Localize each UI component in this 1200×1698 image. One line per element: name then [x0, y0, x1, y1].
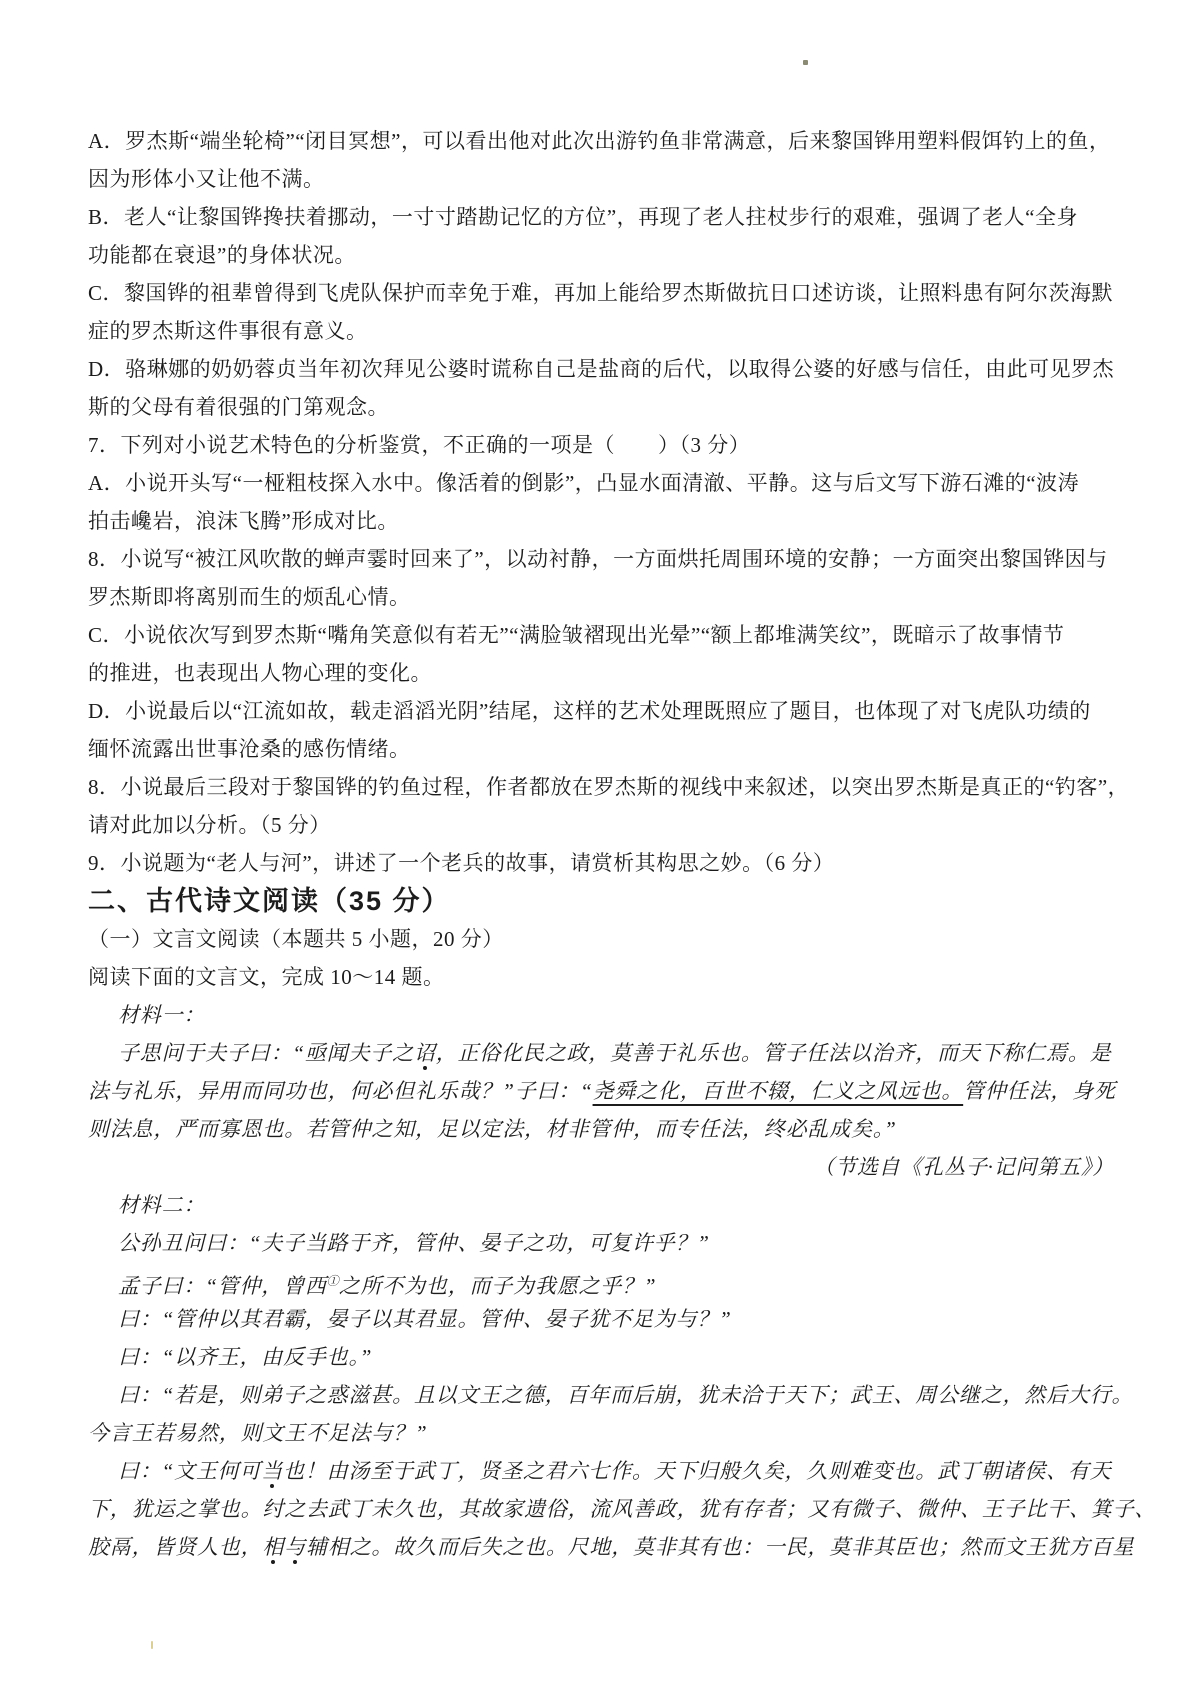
text-run: 阅读下面的文言文，完成 10～14 题。: [88, 965, 445, 989]
scan-speck-bottom: [151, 1641, 153, 1649]
text-run: 斯的父母有着很强的门第观念。: [88, 395, 389, 419]
text-run: 则法息，严而寡恩也。若管仲之知，足以定法，材非管仲，而专任法，终必乱成矣。”: [88, 1117, 897, 1141]
material-two-paragraph-1: [88, 1224, 1114, 1262]
material-two-paragraph-3: [88, 1300, 1114, 1338]
text-run: 曰：“若是，则弟子之惑滋甚。且以文王之德，百年而后崩，犹未洽于天下；武王、周公继之，然后大行。: [118, 1383, 1134, 1407]
text-run: 请对此加以分析。（5 分）: [88, 813, 331, 837]
emphasis-dotted-char: 与: [284, 1535, 307, 1559]
text-line: [88, 730, 1114, 768]
emphasis-dotted-char: 诏: [413, 1041, 436, 1065]
text-run: 管仲任法，身死: [963, 1079, 1116, 1103]
material-two-paragraph-6: [88, 1452, 1157, 1566]
text-line: [88, 958, 1114, 996]
question-6-option-b: [88, 198, 1114, 274]
emphasis-dotted-char: 相: [262, 1535, 285, 1559]
text-run: 8．小说写“被江风吹散的蝉声霎时回来了”，以动衬静，一方面烘托周围环境的安静；一方面突出黎国铧因与: [88, 547, 1108, 571]
text-run: 材料二：: [118, 1193, 206, 1217]
underlined-text: 尧舜之化，百世不辍，仁义之风远也。: [592, 1079, 964, 1103]
text-line: [88, 1528, 1135, 1566]
text-line: [88, 844, 1114, 882]
text-run: 的推进，也表现出人物心理的变化。: [88, 661, 432, 685]
document-body: [88, 122, 1157, 1566]
question-7-stem: [88, 426, 1114, 464]
text-run: D．骆琳娜的奶奶蓉贞当年初次拜见公婆时谎称自己是盐商的后代，以取得公婆的好感与信任，由此可见罗杰: [88, 357, 1115, 381]
text-line: [88, 426, 1114, 464]
material-one-source: [88, 1148, 1114, 1186]
text-run: 因为形体小又让他不满。: [88, 167, 325, 191]
emphasis-dotted-char: 当: [261, 1459, 284, 1483]
text-line: [88, 464, 1114, 502]
text-run: A．罗杰斯“端坐轮椅”“闭目冥想”，可以看出他对此次出游钓鱼非常满意，后来黎国铧用塑料假饵钓上的鱼，: [88, 129, 1111, 153]
material-one-label: [88, 996, 1114, 1034]
text-line: [88, 692, 1114, 730]
text-run: 曰：“以齐王，由反手也。”: [118, 1345, 373, 1369]
text-run: 7．下列对小说艺术特色的分析鉴赏，不正确的一项是（ ）（3 分）: [88, 433, 751, 457]
text-line: [88, 1262, 1114, 1300]
text-run: D．小说最后以“江流如故，载走滔滔光阴”结尾，这样的艺术处理既照应了题目，也体现了对飞虎队功绩的: [88, 699, 1091, 723]
text-line: [88, 616, 1114, 654]
text-run: C．小说依次写到罗杰斯“嘴角笑意似有若无”“满脸皱褶现出光晕”“额上都堆满笑纹”，既暗示了故事情节: [88, 623, 1065, 647]
text-line: [88, 1376, 1134, 1414]
text-line: [88, 1490, 1157, 1528]
material-two-paragraph-4: [88, 1338, 1114, 1376]
text-run: 9．小说题为“老人与河”，讲述了一个老兵的故事，请赏析其构思之妙。（6 分）: [88, 851, 835, 875]
text-line: [88, 540, 1114, 578]
text-line: [88, 920, 1114, 958]
text-line: [88, 1224, 1114, 1262]
text-line: [88, 882, 1114, 920]
text-line: [88, 122, 1114, 160]
text-run: 公孙丑问曰：“夫子当路于齐，管仲、晏子之功，可复许乎？”: [118, 1231, 710, 1255]
text-run: （节选自《孔丛子·记问第五》）: [813, 1155, 1114, 1179]
text-line: [88, 312, 1114, 350]
text-run: 症的罗杰斯这件事很有意义。: [88, 319, 368, 343]
text-run: 今言王若易然，则文王不足法与？”: [88, 1421, 428, 1445]
text-line: [88, 578, 1114, 616]
text-run: B．老人“让黎国铧搀扶着挪动，一寸寸踏勘记忆的方位”，再现了老人拄杖步行的艰难，强调了老人“全身: [88, 205, 1078, 229]
question-7-option-c: [88, 616, 1114, 692]
question-8-stem: [88, 768, 1130, 844]
text-run: 孟子曰：“管仲，曾西: [118, 1274, 327, 1298]
question-6-option-d: [88, 350, 1114, 426]
text-run: 之所不为也，而子为我愿之乎？”: [338, 1274, 657, 1298]
text-line: [88, 236, 1114, 274]
text-run: 法与礼乐，异用而同功也，何必但礼乐哉？”子曰：“: [88, 1079, 593, 1103]
text-run: 下，犹运之掌也。纣之去武丁未久也，其故家遗俗，流风善政，犹有存者；又有微子、微仲、王子比干、箕子、: [88, 1497, 1157, 1521]
text-run: （一）文言文阅读（本题共 5 小题，20 分）: [88, 927, 504, 951]
text-line: [88, 1110, 1114, 1148]
section-two-heading: [88, 882, 1114, 920]
text-line: [88, 198, 1114, 236]
text-run: 胶鬲，皆贤人也，: [88, 1535, 263, 1559]
material-two-label: [88, 1186, 1114, 1224]
text-line: [88, 350, 1114, 388]
text-run: 子思问于夫子曰：“亟闻夫子之: [118, 1041, 414, 1065]
text-line: [88, 160, 1114, 198]
text-run: 拍击巉岩，浪沫飞腾”形成对比。: [88, 509, 399, 533]
text-line: [88, 274, 1114, 312]
text-line: [88, 1186, 1114, 1224]
text-run: A．小说开头写“一桠粗枝探入水中。像活着的倒影”，凸显水面清澈、平静。这与后文写下游石滩的“波涛: [88, 471, 1080, 495]
text-run: C．黎国铧的祖辈曾得到飞虎队保护而幸免于难，再加上能给罗杰斯做抗日口述访谈，让照料患有阿尔茨海默: [88, 281, 1114, 305]
text-line: [88, 388, 1114, 426]
text-line: [88, 1072, 1114, 1110]
question-7-option-b: [88, 540, 1114, 616]
text-line: [88, 1148, 1114, 1186]
text-line: [88, 996, 1114, 1034]
text-run: 材料一：: [118, 1003, 206, 1027]
text-line: [88, 768, 1130, 806]
text-run: ，正俗化民之政，莫善于礼乐也。管子任法以治齐，而天下称仁焉。是: [435, 1041, 1112, 1065]
text-run: 功能都在衰退”的身体状况。: [88, 243, 356, 267]
material-two-paragraph-2: [88, 1262, 1114, 1300]
text-run: 也！由汤至于武丁，贤圣之君六七作。天下归般久矣，久则难变也。武丁朝诸侯、有天: [283, 1459, 1112, 1483]
text-line: [88, 1300, 1114, 1338]
text-run: 辅相之。故久而后失之也。尺地，莫非其有也：一民，莫非其臣也；然而文王犹方百星: [306, 1535, 1135, 1559]
question-6-option-c: [88, 274, 1114, 350]
text-line: [88, 806, 1114, 844]
footnote-marker: ①: [326, 1274, 339, 1288]
text-run: 曰：“管仲以其君霸，晏子以其君显。管仲、晏子犹不足为与？”: [118, 1307, 732, 1331]
text-run: 曰：“文王何可: [118, 1459, 262, 1483]
question-9-stem: [88, 844, 1114, 882]
text-run: 罗杰斯即将离别而生的烦乱心情。: [88, 585, 411, 609]
text-run: 缅怀流露出世事沧桑的感伤情绪。: [88, 737, 411, 761]
text-line: [88, 654, 1114, 692]
reading-instruction: [88, 958, 1114, 996]
question-7-option-d: [88, 692, 1114, 768]
question-7-option-a: [88, 464, 1114, 540]
text-line: [88, 1338, 1114, 1376]
material-one-paragraph: [88, 1034, 1114, 1148]
text-line: [88, 502, 1114, 540]
material-two-paragraph-5: [88, 1376, 1134, 1452]
text-line: [88, 1414, 1114, 1452]
scan-speck-top: [803, 60, 808, 65]
text-run: 8．小说最后三段对于黎国铧的钓鱼过程，作者都放在罗杰斯的视线中来叙述，以突出罗杰斯是真正的“钓客”，: [88, 775, 1130, 799]
text-line: [88, 1034, 1114, 1072]
part-one-subheading: [88, 920, 1114, 958]
text-run: 二、古代诗文阅读（35 分）: [88, 886, 451, 916]
question-6-option-a: [88, 122, 1114, 198]
text-line: [88, 1452, 1114, 1490]
